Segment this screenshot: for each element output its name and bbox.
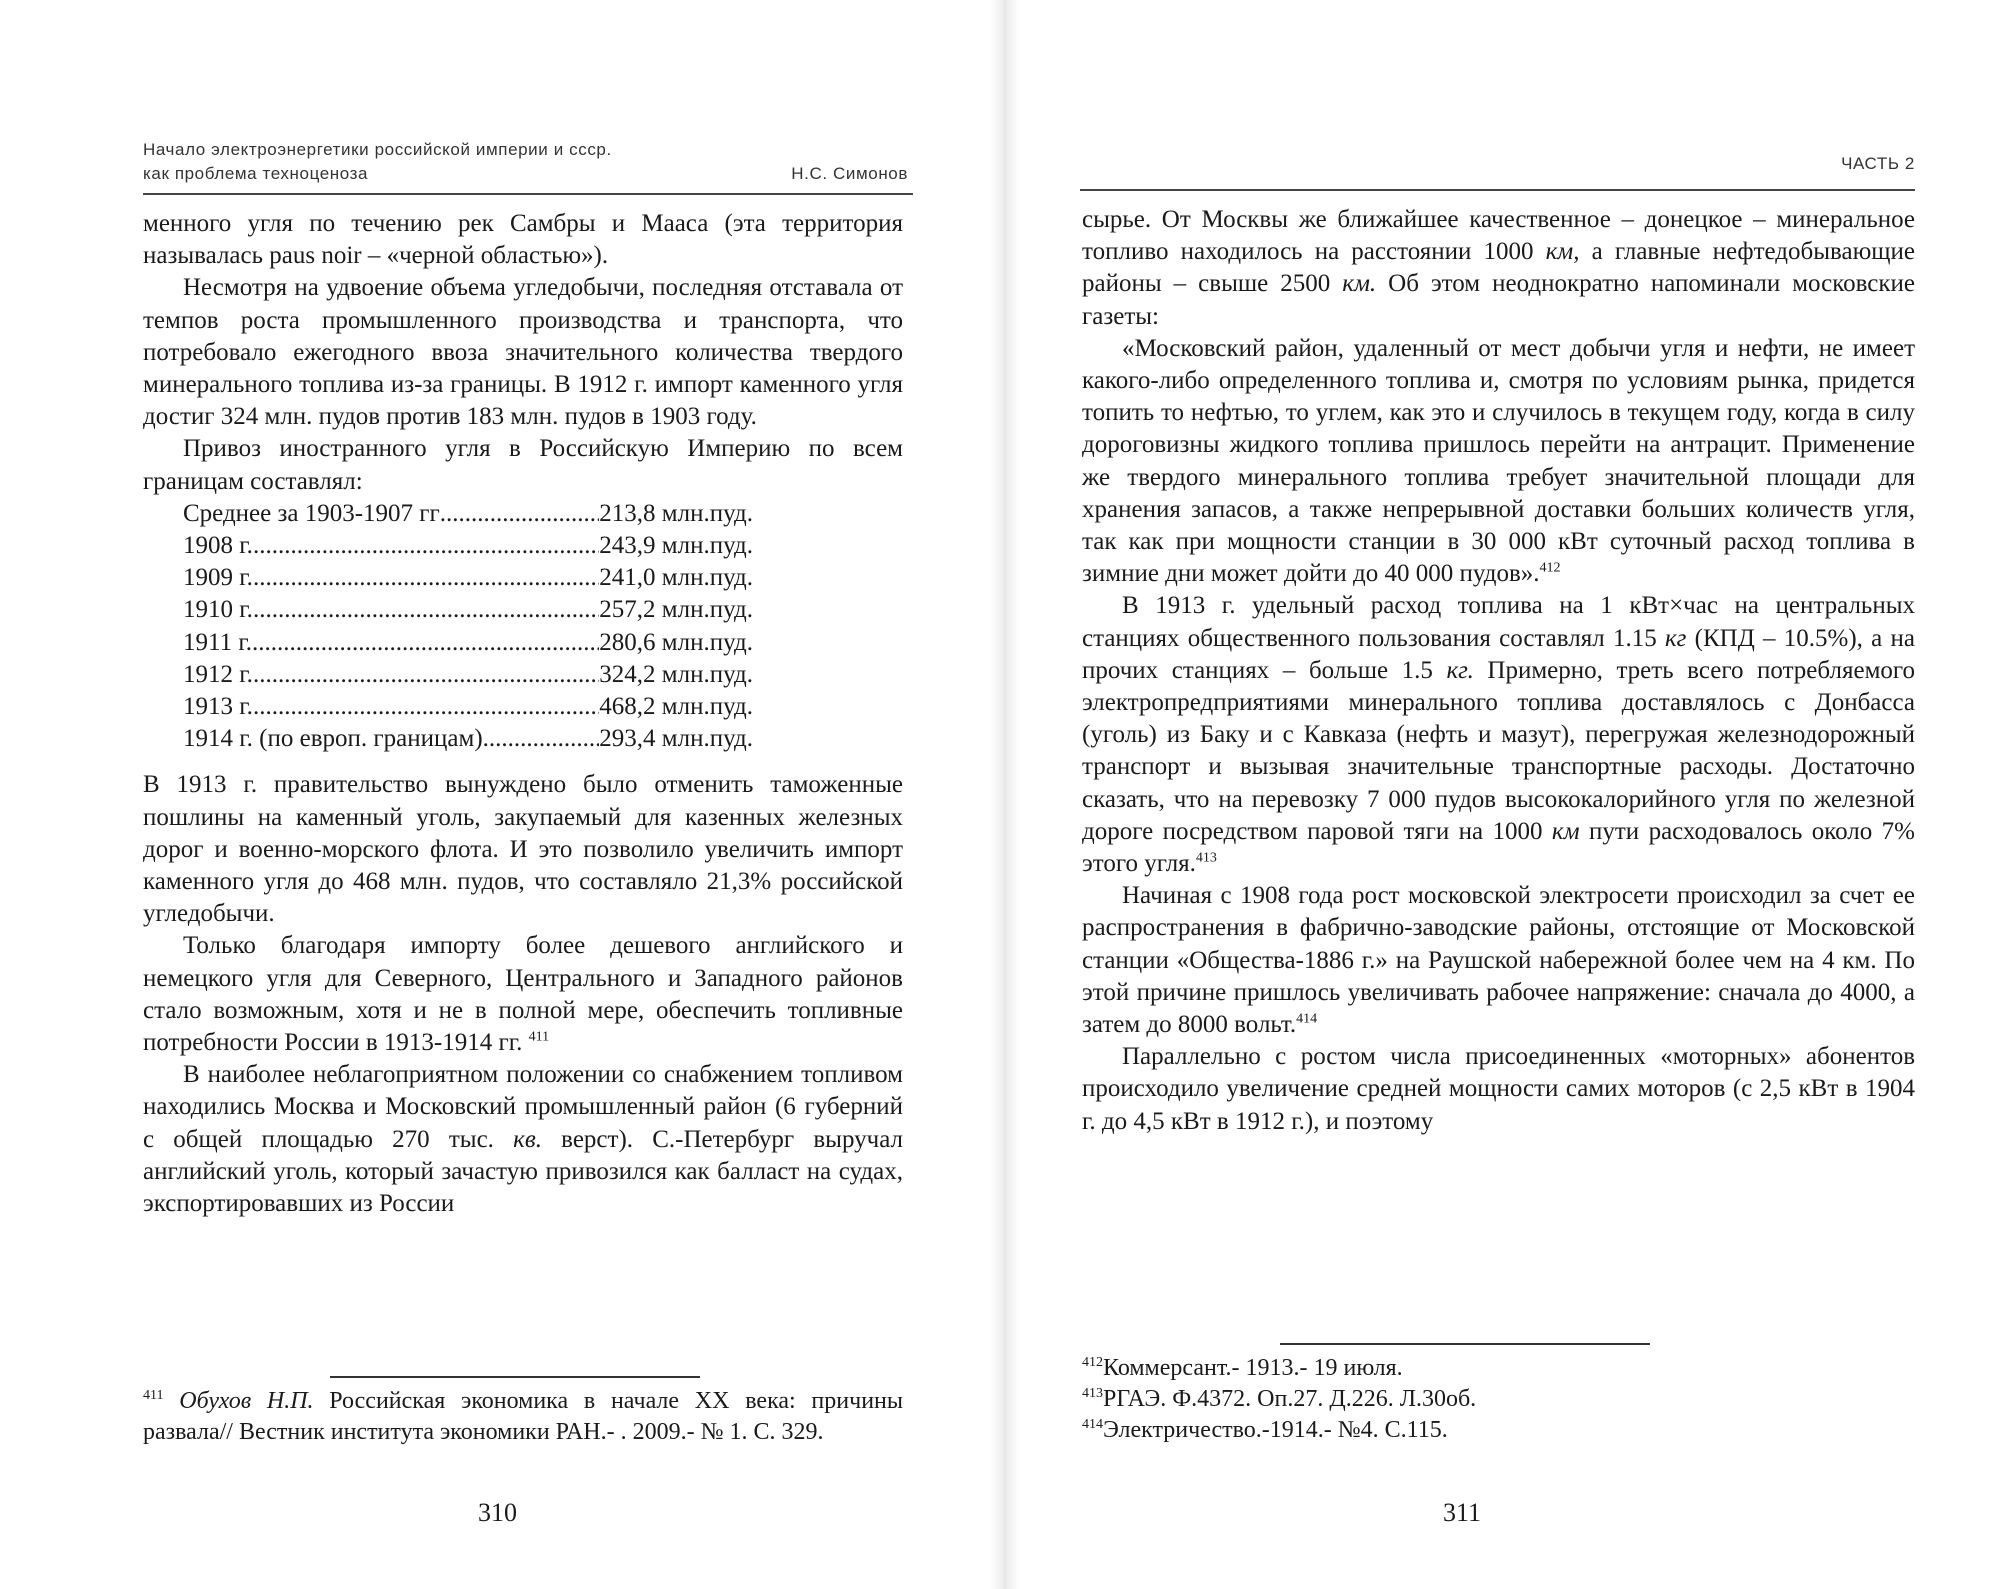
paragraph: Начиная с 1908 года рост московской электросети происходил за счет ее распространения в фабрично-заводские районы, отстоящие от Московской станции «Общества-1886 г.» на Раушской набережной более чем на 4 км. По этой причине пришлось увеличивать рабочее напряжение: сначала до 4000, а затем до 8000 вольт.$^{414}$ [1082, 882, 1915, 1039]
list-item: Среднее за 1903-1907 гг ..... 213,8 млн.пуд. [183, 498, 753, 530]
header-title-line2: как проблема техноценоза [143, 164, 369, 183]
footnote-ref: 411 [528, 1029, 550, 1045]
footnote-ref: 413 [1195, 850, 1217, 866]
list-item: 1912 г. ..... 324,2 млн.пуд. [183, 659, 753, 691]
header-rule [1080, 189, 1915, 191]
footnote-rule [330, 1376, 700, 1378]
page-number: 310 [478, 1498, 517, 1527]
footnote-rule [1280, 1343, 1650, 1345]
paragraph: Параллельно с ростом числа присоединенных «моторных» абонентов происходило увеличение средней мощности самих моторов (с 2,5 кВт в 1904 г. до 4,5 кВт в 1912 г.), и поэтому [1082, 1043, 1915, 1135]
paragraph: сырье. От Москвы же ближайшее качественное – донецкое – минеральное топливо находилось на расстоянии 1000 км, а главные нефтедобывающие районы – свыше 2500 км. Об этом неоднократно напоминали московские газеты: [1082, 206, 1915, 330]
header-part: ЧАСТЬ 2 [1841, 154, 1915, 173]
paragraph: менного угля по течению рек Самбры и Мааса (эта территория называлась paus noir – «черной областью»). [143, 210, 903, 270]
book-gutter [990, 0, 1020, 1589]
paragraph: В 1913 г. удельный расход топлива на 1 кВт×час на центральных станциях общественного пользования составлял 1.15 кг (КПД – 10.5%), а на прочих станциях – больше 1.5 кг. Примерно, треть всего потребляемого электропредприятиями минерального топлива доставлялось с Донбасса (уголь) из Баку и с Кавказа (нефть и мазут), перегружая железнодорожный транспорт и вызывая значительные транспортные расходы. Достаточно сказать, что на перевозку 7 000 пудов высококалорийного угля по железной дороге посредством паровой тяги на 1000 км пути расходовалось около 7% этого угля.$^{413}$ [1082, 592, 1916, 878]
paragraph: Несмотря на удвоение объема угледобычи, последняя отставала от темпов роста промышленного производства и транспорта, что потребовало ежегодного ввоза значительного количества твердого минерального топлива из-за границы. В 1912 г. импорт каменного угля достиг 324 млн. пудов против 183 млн. пудов в 1903 году. [143, 274, 903, 431]
right-body-text [1082, 204, 1915, 1138]
running-header [1080, 138, 1915, 188]
footnotes [1082, 1353, 1915, 1446]
list-item: 1911 г. ..... 280,6 млн.пуд. [183, 627, 753, 659]
list-item: 1908 г. ..... 243,9 млн.пуд. [183, 530, 753, 562]
footnote-ref: 414 [1296, 1011, 1318, 1027]
paragraph: Привоз иностранного угля в Российскую Империю по всем границам составлял: [143, 435, 903, 495]
running-header [143, 138, 908, 188]
paragraph: Только благодаря импорту более дешевого английского и немецкого угля для Северного, Центрального и Западного районов стало возможным, хотя и не в полной мере, обеспечить топливные потребности России в 1913-1914 гг. $^{411}$ [143, 932, 903, 1057]
coal-import-list [183, 498, 903, 756]
left-body-text [143, 208, 903, 1220]
page-number: 311 [1443, 1498, 1482, 1527]
paragraph: В наиболее неблагоприятном положении со снабжением топливом находились Москва и Московский промышленный район (6 губерний с общей площадью 270 тыс. кв. верст). С.-Петербург выручал английский уголь, который зачастую привозился как балласт на судах, экспортировавших из России [143, 1061, 904, 1218]
list-item: 1913 г. ..... 468,2 млн.пуд. [183, 691, 753, 723]
header-author: Н.С. Симонов [791, 164, 908, 183]
list-item: 1909 г. ..... 241,0 млн.пуд. [183, 562, 753, 594]
header-title-line1: Начало электроэнергетики российской империи и ссср. [143, 140, 612, 159]
footnote: $^{412}$Коммерсант.- 1913.- 19 июля. [1082, 1355, 1403, 1381]
paragraph: В 1913 г. правительство вынуждено было отменить таможенные пошлины на каменный уголь, закупаемый для казенных железных дорог и военно-морского флота. И это позволило увеличить импорт каменного угля до 468 млн. пудов, что составляло 21,3% российской угледобычи. [143, 771, 903, 928]
footnote: $^{414}$Электричество.-1914.- №4. С.115. [1082, 1417, 1448, 1443]
footnote: $^{413}$РГАЭ. Ф.4372. Оп.27. Д.226. Л.30об. [1082, 1386, 1477, 1412]
list-item: 1910 г. ..... 257,2 млн.пуд. [183, 594, 753, 626]
list-item: 1914 г. (по европ. границам) ..... 293,4 млн.пуд. [183, 723, 753, 755]
footnotes [143, 1386, 903, 1448]
footnote-ref: 412 [1539, 560, 1561, 576]
header-rule [143, 193, 913, 195]
paragraph: «Московский район, удаленный от мест добычи угля и нефти, не имеет какого-либо определенного топлива и, смотря по условиям рынка, придется топить то нефтью, то углем, как это и случилось в текущем году, когда в силу дороговизны жидкого топлива пришлось перейти на антрацит. Применение же твердого минерального топлива требует значительной площади для хранения запасов, а также непрерывной доставки больших количеств угля, так как при мощности станции в 30 000 кВт суточный расход топлива в зимние дни может дойти до 40 000 пудов».$^{412}$ [1082, 334, 1915, 588]
left-page [0, 0, 990, 1589]
header-title [143, 138, 612, 186]
right-page [1020, 0, 2000, 1589]
footnote: $^{411}$ Обухов Н.П. Российская экономика в начале XX века: причины развала// Вестник института экономики РАН.- . 2009.- № 1. С. 329. [143, 1388, 904, 1445]
